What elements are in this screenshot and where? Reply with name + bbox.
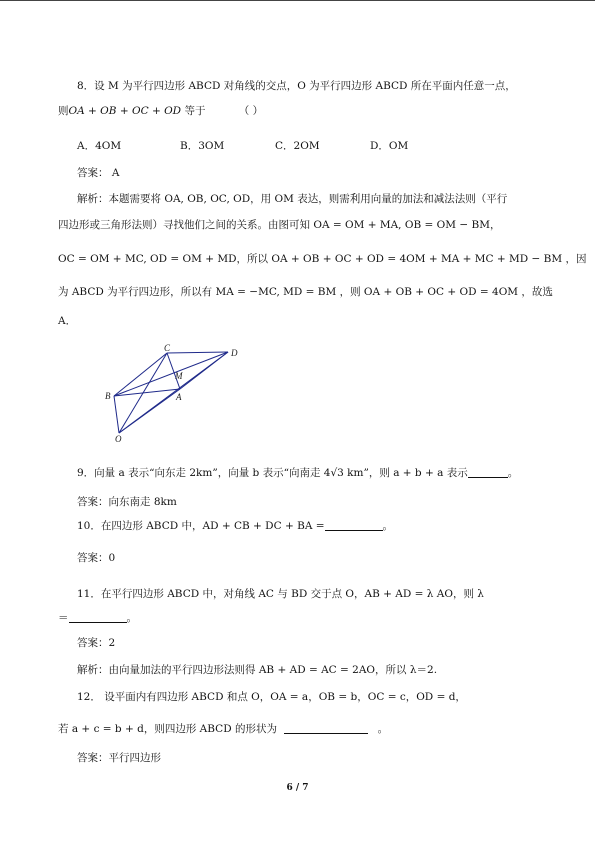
q10-blank [325,519,383,531]
edge-bc [114,353,167,396]
q12-answer: 答案：平行四边形 [77,752,161,764]
parallelogram-figure [85,343,245,443]
q8-option-d: D．OM [370,140,409,152]
q11-blank [69,611,127,623]
q9-blank [468,466,508,478]
q8-analysis-line-3: OC = OM + MC, OD = OM + MD，所以 OA + OB + OC + OD = 4OM + MA + MC + MD − BM ，因 [58,253,587,265]
q8-option-c: C．2OM [275,140,320,152]
segment-ob [114,396,119,433]
q8-option-b: B．3OM [180,140,225,152]
q12-stem: 12． 设平面内有四边形 ABCD 和点 O，OA = a，OB = b，OC = c，OD = d， [77,691,466,703]
q9-stem: 9．向量 a 表示“向东走 2km”，向量 b 表示“向南走 4√3 km”，则 a + b + a 表示 。 [77,467,519,479]
q11-answer: 答案：2 [77,637,116,649]
q8-stem: 8．设 M 为平行四边形 ABCD 对角线的交点，O 为平行四边形 ABCD 所在平面内任意一点， [77,80,516,92]
q8-answer: 答案： A [77,167,120,179]
q8-analysis-line-5: A． [58,315,77,327]
q8-stem-line2: 则OA + OB + OC + OD 等于 （ ） [58,105,264,117]
label-b: B [105,391,111,401]
edge-cd [167,352,228,353]
segment-od [119,352,228,433]
q10-answer: 答案：0 [77,552,116,564]
diagonal-bd [114,352,228,396]
label-o: O [115,434,122,443]
page-top-border [0,0,595,1]
label-m: M [175,371,183,381]
segment-oc [119,353,167,433]
q12-blank [284,722,368,734]
q9-answer: 答案：向东南走 8km [77,496,177,508]
q11-analysis: 解析：由向量加法的平行四边形法则得 AB + AD = AC = 2AO，所以 λ＝2. [77,664,438,676]
q8-analysis-line-4: 为 ABCD 为平行四边形，所以有 MA = −MC, MD = BM ，则 OA + OB + OC + OD = 4OM ，故选 [58,286,553,298]
q8-analysis-line-1: 解析：本题需要将 OA, OB, OC, OD，用 OM 表达，则需利用向量的加法和减法法则（平行 [77,193,508,205]
page-number: 6 / 7 [286,783,309,793]
q8-option-a: A．4OM [77,140,122,152]
q8-vector-sum: OA + OB + OC + OD [68,105,182,117]
q10-stem: 10．在四边形 ABCD 中，AD + CB + DC + BA = 。 [77,520,394,532]
q11-stem: 11．在平行四边形 ABCD 中，对角线 AC 与 BD 交于点 O，AB + AD = λ AO，则 λ [77,588,484,600]
label-c: C [164,343,171,353]
q8-analysis-line-2: 四边形或三角形法则）寻找他们之间的关系。由图可知 OA = OM + MA, OB = OM − BM， [58,219,501,231]
label-a: A [176,392,182,402]
q11-stem-line2: ＝ 。 [58,612,137,624]
label-d: D [231,348,238,358]
q12-condition: 若 a + c = b + d，则四边形 ABCD 的形状为 。 [58,723,389,735]
